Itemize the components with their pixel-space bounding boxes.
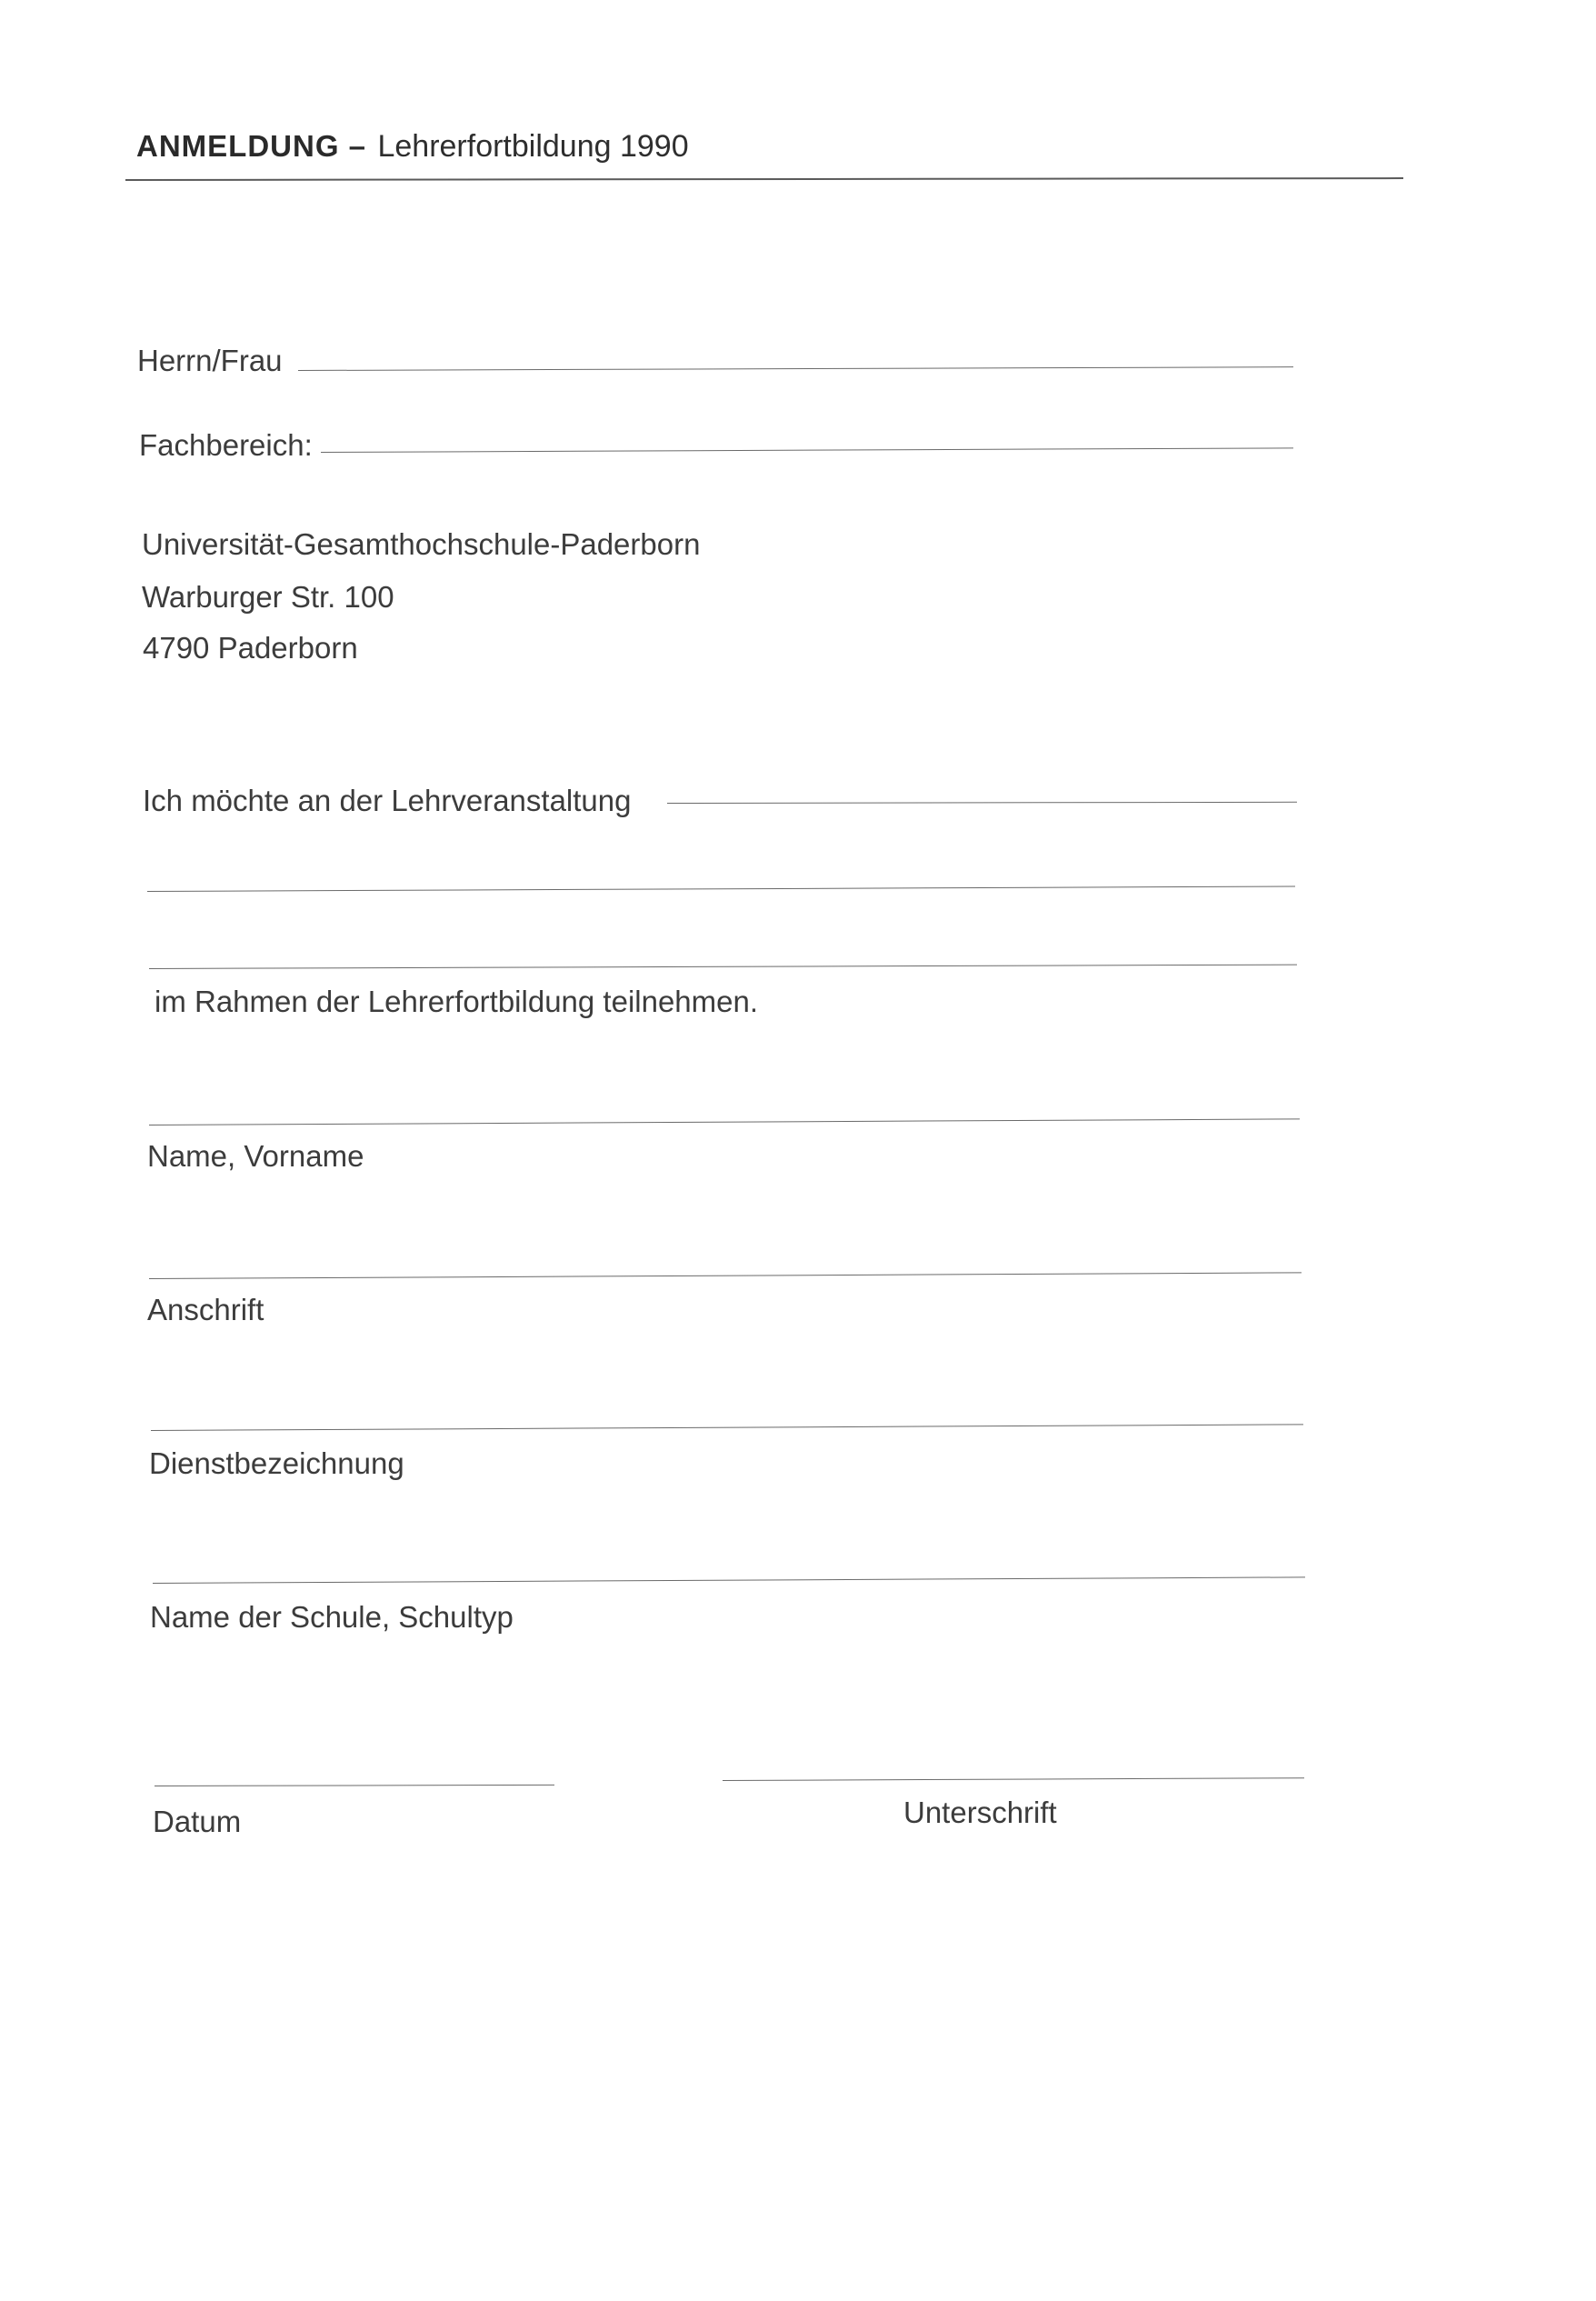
- title-bold: ANMELDUNG –: [136, 129, 367, 163]
- address-line-3: 4790 Paderborn: [143, 631, 358, 665]
- title-label: Dienstbezeichnung: [149, 1446, 404, 1480]
- school-field[interactable]: [153, 1576, 1305, 1584]
- date-field[interactable]: [155, 1785, 554, 1786]
- signature-field[interactable]: [723, 1777, 1304, 1781]
- course-field-3[interactable]: [149, 965, 1297, 969]
- page-title: [136, 129, 689, 165]
- header-rule: [125, 177, 1403, 181]
- salutation-field[interactable]: [298, 366, 1293, 371]
- address-field[interactable]: [149, 1272, 1302, 1279]
- name-field[interactable]: [149, 1118, 1300, 1125]
- course-field-1[interactable]: [667, 802, 1297, 804]
- title-subtitle: Lehrerfortbildung 1990: [377, 129, 689, 164]
- closing-text: im Rahmen der Lehrerfortbildung teilnehmen.: [155, 985, 759, 1018]
- address-label: Anschrift: [147, 1293, 264, 1326]
- address-line-1: Universität-Gesamthochschule-Paderborn: [142, 527, 701, 561]
- name-label: Name, Vorname: [147, 1139, 364, 1173]
- date-label: Datum: [153, 1805, 242, 1838]
- title-field[interactable]: [151, 1424, 1303, 1431]
- intro-text: Ich möchte an der Lehrveranstaltung: [143, 784, 632, 817]
- department-label: Fachbereich:: [139, 428, 313, 462]
- course-field-2[interactable]: [147, 885, 1295, 892]
- school-label: Name der Schule, Schultyp: [150, 1600, 514, 1634]
- department-field[interactable]: [321, 447, 1293, 453]
- address-line-2: Warburger Str. 100: [142, 580, 394, 614]
- signature-label: Unterschrift: [903, 1796, 1057, 1829]
- salutation-label: Herrn/Frau: [137, 344, 283, 377]
